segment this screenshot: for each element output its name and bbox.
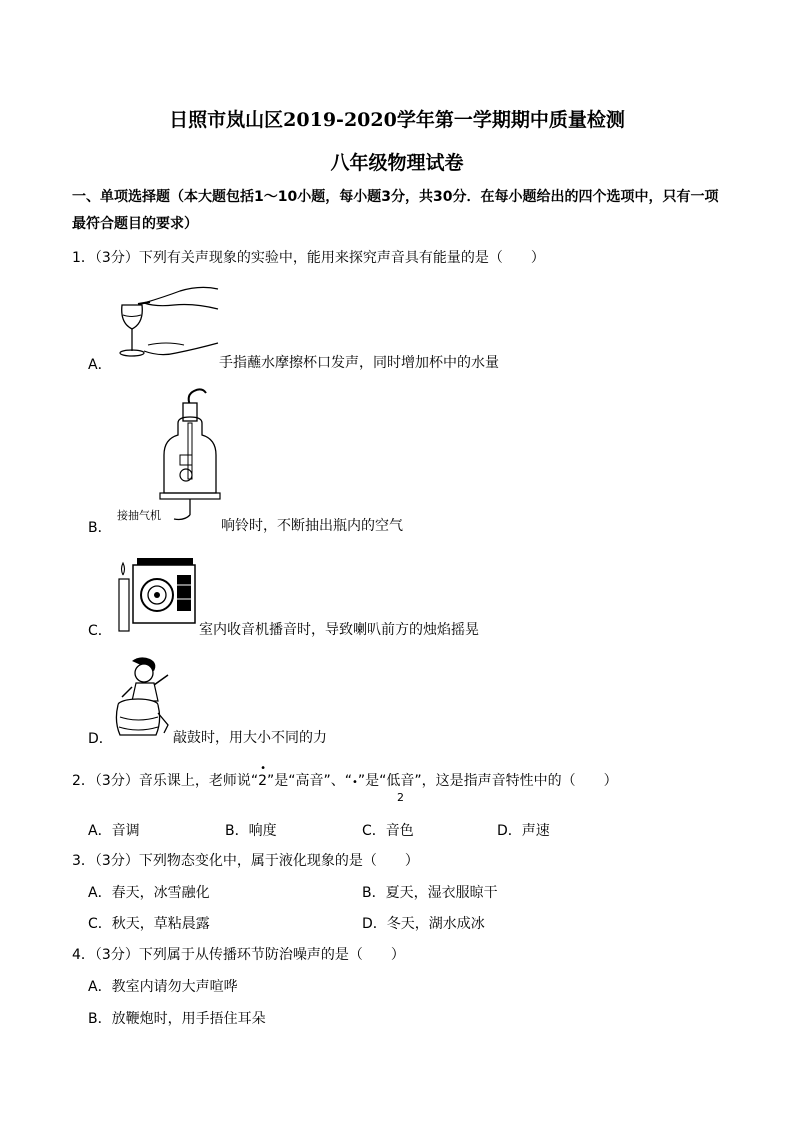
question-1-stem: 1．（3分）下列有关声现象的实验中，能用来探究声音具有能量的是（ ） — [72, 250, 545, 266]
q3-option-d: D．冬天，湖水成冰 — [362, 916, 485, 932]
q1-option-a-text: 手指蘸水摩擦杯口发声，同时增加杯中的水量 — [219, 355, 499, 371]
q2-option-b: B．响度 — [225, 823, 277, 839]
question-4-stem: 4．（3分）下列属于从传播环节防治噪声的是（ ） — [72, 947, 405, 963]
question-3-stem: 3．（3分）下列物态变化中，属于液化现象的是（ ） — [72, 853, 419, 869]
q4-option-a: A．教室内请勿大声喧哗 — [88, 979, 238, 995]
q1-option-c-label: C． — [88, 623, 112, 639]
note-high: • 2 — [258, 772, 267, 790]
bell-jar-figure — [160, 383, 222, 528]
q2-option-c: C．音色 — [362, 823, 414, 839]
q3-option-b: B．夏天，湿衣服晾干 — [362, 885, 498, 901]
wineglass-hand-figure — [114, 283, 220, 363]
q2-stem-part-b: ”是“高音”、“ — [267, 773, 353, 789]
question-2-stem — [72, 772, 618, 792]
q2-stem-part-c: ”是“低音”，这是指声音特性中的（ ） — [357, 773, 618, 789]
q1-option-d-label: D． — [88, 731, 113, 747]
exam-title: 日照市岚山区2019-2020学年第一学期期中质量检测 — [169, 109, 625, 131]
drummer-figure — [112, 653, 176, 741]
q1-option-b-figure-label: 接抽气机 — [117, 509, 161, 522]
q2-stem-part-a: 2．（3分）音乐课上，老师说“ — [72, 773, 259, 789]
section-heading-line1: 一、单项选择题（本大题包括1～10小题，每小题3分，共30分．在每小题给出的四个选项中，只有一项 — [72, 189, 719, 205]
q1-option-b-label: B． — [88, 520, 112, 536]
note-low-dot: • — [352, 777, 358, 788]
q4-option-b: B．放鞭炮时，用手捂住耳朵 — [88, 1011, 266, 1027]
q3-option-c: C．秋天，草粘晨露 — [88, 916, 210, 932]
section-heading-line2: 最符合题目的要求） — [72, 216, 198, 232]
q1-option-d-text: 敲鼓时，用大小不同的力 — [173, 730, 327, 746]
q1-option-a-label: A． — [88, 357, 112, 373]
exam-subtitle: 八年级物理试卷 — [330, 152, 464, 174]
note-low-digit: 2 — [397, 791, 404, 804]
radio-candle-figure — [117, 555, 201, 635]
q1-option-b-text: 响铃时，不断抽出瓶内的空气 — [221, 518, 403, 534]
q1-option-c-text: 室内收音机播音时，导致喇叭前方的烛焰摇晃 — [199, 622, 479, 638]
q2-option-d: D．声速 — [497, 823, 550, 839]
q3-option-a: A．春天，冰雪融化 — [88, 885, 210, 901]
q2-option-a: A．音调 — [88, 823, 140, 839]
